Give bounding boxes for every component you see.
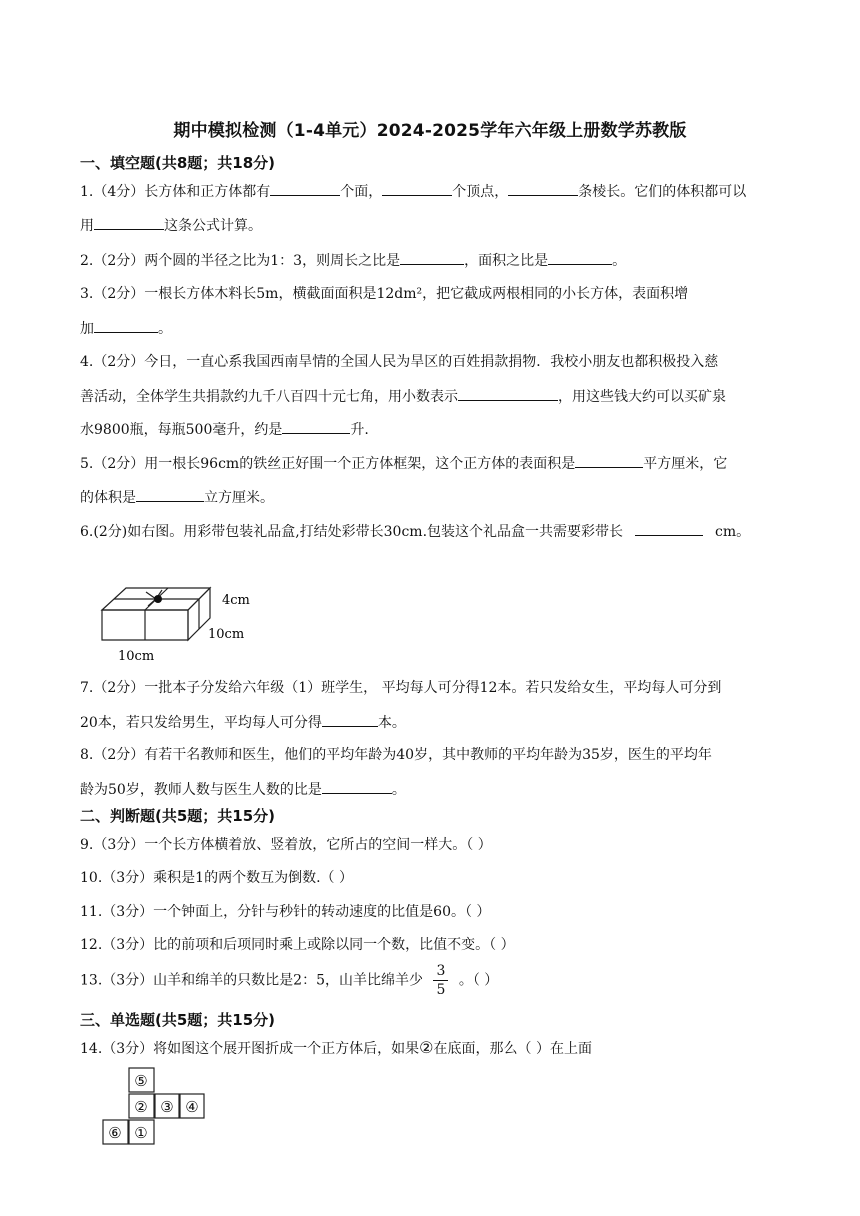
width-label: 10cm: [208, 627, 245, 642]
question-13: 13.（3分）山羊和绵羊的只数比是2：5，山羊比绵羊少 $\frac{3}{5}$ 。（ ）: [80, 963, 499, 998]
question-2: 2.（2分）两个圆的半径之比为1：3，则周长之比是 ，面积之比是 。: [80, 249, 626, 270]
answer-blank[interactable]: [382, 180, 452, 196]
question-12: 12.（3分）比的前项和后项同时乘上或除以同一个数，比值不变。（ ）: [80, 937, 515, 953]
question-1-line-1: 1.（4分）长方体和正方体都有 个面， 个顶点， 条棱长。它们的体积都可以: [80, 180, 746, 201]
height-label: 4cm: [222, 593, 250, 608]
face-label-1: ①: [134, 1124, 148, 1142]
question-4-line-1: 4.（2分）今日，一直心系我国西南旱情的全国人民为旱区的百姓捐款捐物．我校小朋友也都积极投入慈: [80, 354, 719, 370]
question-4-line-2: 善活动，全体学生共捐款约九千八百四十元七角，用小数表示 ，用这些钱大约可以买矿泉: [80, 385, 726, 406]
face-label-6: ⑥: [108, 1124, 122, 1142]
question-6: 6.(2分)如右图。用彩带包装礼品盒,打结处彩带长30cm.包装这个礼品盒一共需要彩带长 cm。: [80, 520, 750, 541]
answer-blank[interactable]: [282, 418, 350, 434]
answer-blank[interactable]: [548, 249, 612, 265]
question-10: 10.（3分）乘积是1的两个数互为倒数.（ ）: [80, 870, 353, 886]
answer-blank[interactable]: [322, 711, 378, 727]
question-4-line-3: 水9800瓶，每瓶500毫升，约是 升.: [80, 418, 369, 439]
ribbon-knot: [154, 595, 162, 603]
face-label-4: ④: [185, 1098, 199, 1116]
answer-blank[interactable]: [575, 452, 643, 468]
question-5-line-1: 5.（2分）用一根长96cm的铁丝正好围一个正方体框架，这个正方体的表面积是 平方厘米，它: [80, 452, 727, 473]
answer-blank[interactable]: [322, 778, 392, 794]
section-heading-fill-in: 一、填空题(共8题；共18分): [80, 154, 276, 172]
answer-blank[interactable]: [508, 180, 578, 196]
section-heading-true-false: 二、判断题(共5题；共15分): [80, 807, 276, 825]
question-8-line-2: 龄为50岁，教师人数与医生人数的比是 。: [80, 778, 406, 799]
face-label-2: ②: [134, 1098, 148, 1116]
question-7-line-1: 7.（2分）一批本子分发给六年级（1）班学生， 平均每人可分得12本。若只发给女生，平均每人可分到: [80, 680, 722, 696]
question-3-line-1: 3.（2分）一根长方体木料长5m，横截面面积是12dm²，把它截成两根相同的小长方体，表面积增: [80, 286, 689, 302]
answer-blank[interactable]: [94, 214, 164, 230]
answer-blank[interactable]: [94, 317, 158, 333]
face-label-5: ⑤: [134, 1072, 148, 1090]
fraction-three-fifths: $\frac{3}{5}$: [433, 962, 448, 999]
question-14: 14.（3分）将如图这个展开图折成一个正方体后，如果②在底面，那么（ ）在上面: [80, 1038, 592, 1057]
answer-blank[interactable]: [270, 180, 340, 196]
question-7-line-2: 20本，若只发给男生，平均每人可分得 本。: [80, 711, 406, 732]
page-title: 期中模拟检测（1-4单元）2024-2025学年六年级上册数学苏教版: [173, 121, 687, 141]
section-heading-single-choice: 三、单选题(共5题；共15分): [80, 1011, 276, 1029]
question-8-line-1: 8.（2分）有若干名教师和医生，他们的平均年龄为40岁，其中教师的平均年龄为35岁，医生的平均年: [80, 747, 712, 763]
face-label-3: ③: [160, 1098, 174, 1116]
question-3-line-2: 加 。: [80, 317, 172, 338]
question-1-line-2: 用 这条公式计算。: [80, 214, 262, 235]
cube-net-figure: [100, 1066, 210, 1146]
question-5-line-2: 的体积是 立方厘米。: [80, 486, 274, 507]
circled-two: ②: [419, 1038, 434, 1057]
answer-blank[interactable]: [635, 520, 703, 536]
question-11: 11.（3分）一个钟面上，分针与秒针的转动速度的比值是60。（ ）: [80, 904, 491, 920]
answer-blank[interactable]: [136, 486, 204, 502]
answer-blank[interactable]: [400, 249, 464, 265]
question-9: 9.（3分）一个长方体横着放、竖着放，它所占的空间一样大。（ ）: [80, 837, 492, 853]
answer-blank[interactable]: [458, 385, 558, 401]
gift-box-figure: [96, 580, 266, 662]
length-label: 10cm: [118, 649, 155, 662]
